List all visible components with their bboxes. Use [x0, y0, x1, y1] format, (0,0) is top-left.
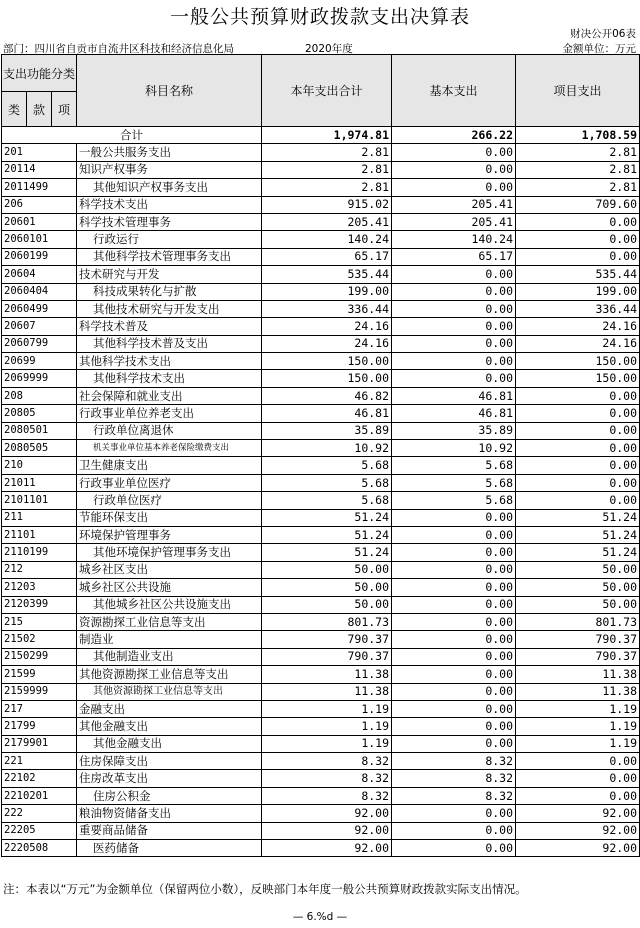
unit-label: 金额单位：万元	[562, 43, 636, 55]
row-project: 0.00	[516, 787, 640, 804]
row-name: 城乡社区公共设施	[77, 579, 262, 596]
header-name: 科目名称	[77, 55, 262, 127]
table-row	[2, 161, 640, 178]
row-total: 8.32	[262, 770, 392, 787]
row-project: 336.44	[516, 300, 640, 317]
table-row	[2, 144, 640, 161]
header-kuan: 款	[27, 92, 52, 127]
row-basic: 0.00	[392, 526, 516, 543]
table-row	[2, 666, 640, 683]
row-basic: 0.00	[392, 666, 516, 683]
year-label: 2020年度	[305, 43, 353, 55]
row-name: 其他技术研究与开发支出	[77, 300, 262, 317]
row-name: 其他金融支出	[77, 735, 262, 752]
row-basic: 0.00	[392, 805, 516, 822]
table-row	[2, 318, 640, 335]
row-total: 5.68	[262, 457, 392, 474]
row-basic: 5.68	[392, 474, 516, 491]
table-row	[2, 231, 640, 248]
row-name: 环境保护管理事务	[77, 526, 262, 543]
row-project: 199.00	[516, 283, 640, 300]
row-code: 2179901	[2, 735, 77, 752]
row-total: 915.02	[262, 196, 392, 213]
table-row	[2, 509, 640, 526]
row-total: 5.68	[262, 492, 392, 509]
row-name: 技术研究与开发	[77, 266, 262, 283]
row-project: 0.00	[516, 492, 640, 509]
row-project: 24.16	[516, 335, 640, 352]
row-code: 217	[2, 700, 77, 717]
row-project: 0.00	[516, 422, 640, 439]
row-code: 20601	[2, 213, 77, 230]
total-amount: 1,974.81	[262, 127, 392, 144]
row-basic: 0.00	[392, 718, 516, 735]
row-project: 790.37	[516, 631, 640, 648]
row-project: 50.00	[516, 596, 640, 613]
row-project: 51.24	[516, 526, 640, 543]
table-row	[2, 196, 640, 213]
row-name: 其他科学技术管理事务支出	[77, 248, 262, 265]
row-code: 2110199	[2, 544, 77, 561]
row-code: 21599	[2, 666, 77, 683]
row-basic: 46.81	[392, 405, 516, 422]
row-basic: 0.00	[392, 300, 516, 317]
row-project: 2.81	[516, 179, 640, 196]
row-basic: 0.00	[392, 144, 516, 161]
row-total: 51.24	[262, 544, 392, 561]
row-total: 535.44	[262, 266, 392, 283]
row-total: 92.00	[262, 822, 392, 839]
row-project: 1.19	[516, 718, 640, 735]
row-code: 212	[2, 561, 77, 578]
table-row	[2, 422, 640, 439]
row-project: 50.00	[516, 561, 640, 578]
row-total: 2.81	[262, 144, 392, 161]
row-basic: 0.00	[392, 353, 516, 370]
row-total: 336.44	[262, 300, 392, 317]
row-total: 24.16	[262, 335, 392, 352]
row-name: 金融支出	[77, 700, 262, 717]
table-row	[2, 718, 640, 735]
row-total: 46.81	[262, 405, 392, 422]
row-basic: 46.81	[392, 387, 516, 404]
row-basic: 0.00	[392, 735, 516, 752]
table-row	[2, 631, 640, 648]
row-basic: 0.00	[392, 179, 516, 196]
row-basic: 0.00	[392, 648, 516, 665]
header-lei: 类	[2, 92, 27, 127]
total-project: 1,708.59	[516, 127, 640, 144]
row-code: 211	[2, 509, 77, 526]
table-row	[2, 370, 640, 387]
row-total: 5.68	[262, 474, 392, 491]
row-project: 1.19	[516, 700, 640, 717]
row-project: 0.00	[516, 770, 640, 787]
row-code: 215	[2, 613, 77, 630]
row-total: 46.82	[262, 387, 392, 404]
row-total: 199.00	[262, 283, 392, 300]
row-code: 2220508	[2, 840, 77, 857]
row-project: 51.24	[516, 544, 640, 561]
row-name: 一般公共服务支出	[77, 144, 262, 161]
row-name: 其他科学技术普及支出	[77, 335, 262, 352]
table-row	[2, 840, 640, 857]
row-total: 2.81	[262, 161, 392, 178]
table-row	[2, 335, 640, 352]
row-name: 节能环保支出	[77, 509, 262, 526]
row-name: 科技成果转化与扩散	[77, 283, 262, 300]
row-basic: 0.00	[392, 266, 516, 283]
row-code: 206	[2, 196, 77, 213]
row-total: 801.73	[262, 613, 392, 630]
row-basic: 10.92	[392, 440, 516, 457]
row-total: 51.24	[262, 509, 392, 526]
form-number: 财决公开06表	[570, 28, 636, 40]
row-name: 知识产权事务	[77, 161, 262, 178]
row-total: 50.00	[262, 596, 392, 613]
row-basic: 0.00	[392, 613, 516, 630]
row-project: 0.00	[516, 248, 640, 265]
row-name: 行政单位医疗	[77, 492, 262, 509]
row-name: 行政运行	[77, 231, 262, 248]
row-code: 2120399	[2, 596, 77, 613]
row-name: 其他资源勘探工业信息等支出	[77, 683, 262, 700]
table-row	[2, 648, 640, 665]
row-basic: 8.32	[392, 753, 516, 770]
row-code: 2060199	[2, 248, 77, 265]
row-basic: 205.41	[392, 213, 516, 230]
row-code: 2060499	[2, 300, 77, 317]
row-total: 150.00	[262, 353, 392, 370]
row-basic: 0.00	[392, 822, 516, 839]
row-project: 0.00	[516, 753, 640, 770]
row-total: 35.89	[262, 422, 392, 439]
table-row	[2, 544, 640, 561]
table-row	[2, 753, 640, 770]
row-name: 科学技术管理事务	[77, 213, 262, 230]
row-basic: 0.00	[392, 335, 516, 352]
row-project: 150.00	[516, 370, 640, 387]
row-project: 92.00	[516, 822, 640, 839]
row-total: 150.00	[262, 370, 392, 387]
row-basic: 5.68	[392, 492, 516, 509]
header-basic: 基本支出	[392, 55, 516, 127]
row-code: 2101101	[2, 492, 77, 509]
row-name: 粮油物资储备支出	[77, 805, 262, 822]
row-name: 住房保障支出	[77, 753, 262, 770]
row-basic: 8.32	[392, 770, 516, 787]
row-basic: 0.00	[392, 370, 516, 387]
row-total: 1.19	[262, 718, 392, 735]
row-code: 221	[2, 753, 77, 770]
total-basic: 266.22	[392, 127, 516, 144]
total-label: 合计	[2, 127, 262, 144]
row-basic: 0.00	[392, 283, 516, 300]
row-code: 21203	[2, 579, 77, 596]
table-row	[2, 492, 640, 509]
row-name: 制造业	[77, 631, 262, 648]
row-basic: 0.00	[392, 631, 516, 648]
row-project: 1.19	[516, 735, 640, 752]
row-total: 790.37	[262, 631, 392, 648]
table-row	[2, 805, 640, 822]
table-row	[2, 770, 640, 787]
row-code: 2060404	[2, 283, 77, 300]
row-basic: 0.00	[392, 561, 516, 578]
row-basic: 65.17	[392, 248, 516, 265]
row-basic: 35.89	[392, 422, 516, 439]
row-total: 8.32	[262, 753, 392, 770]
row-name: 科学技术普及	[77, 318, 262, 335]
row-total: 50.00	[262, 579, 392, 596]
row-project: 51.24	[516, 509, 640, 526]
row-code: 2159999	[2, 683, 77, 700]
row-name: 住房公积金	[77, 787, 262, 804]
table-row	[2, 700, 640, 717]
row-code: 21101	[2, 526, 77, 543]
row-name: 医药储备	[77, 840, 262, 857]
row-code: 20114	[2, 161, 77, 178]
department-label: 部门：四川省自贡市自流井区科技和经济信息化局	[3, 43, 234, 55]
row-name: 行政事业单位医疗	[77, 474, 262, 491]
row-total: 65.17	[262, 248, 392, 265]
row-code: 222	[2, 805, 77, 822]
table-row	[2, 683, 640, 700]
row-code: 20805	[2, 405, 77, 422]
table-row	[2, 405, 640, 422]
header-func-class: 支出功能分类	[2, 55, 77, 92]
row-name: 卫生健康支出	[77, 457, 262, 474]
row-total: 50.00	[262, 561, 392, 578]
footnote: 注：本表以“万元”为金额单位（保留两位小数），反映部门本年度一般公共预算财政拨款实际支出情况。	[3, 882, 527, 896]
row-total: 790.37	[262, 648, 392, 665]
row-project: 535.44	[516, 266, 640, 283]
row-name: 社会保障和就业支出	[77, 387, 262, 404]
row-project: 0.00	[516, 405, 640, 422]
row-total: 11.38	[262, 666, 392, 683]
row-name: 机关事业单位基本养老保险缴费支出	[77, 440, 262, 457]
row-name: 其他知识产权事务支出	[77, 179, 262, 196]
row-project: 0.00	[516, 474, 640, 491]
header-project: 项目支出	[516, 55, 640, 127]
row-total: 8.32	[262, 787, 392, 804]
row-project: 50.00	[516, 579, 640, 596]
row-code: 2150299	[2, 648, 77, 665]
row-code: 208	[2, 387, 77, 404]
row-project: 0.00	[516, 440, 640, 457]
row-name: 其他制造业支出	[77, 648, 262, 665]
row-name: 其他环境保护管理事务支出	[77, 544, 262, 561]
row-code: 20607	[2, 318, 77, 335]
row-code: 2060101	[2, 231, 77, 248]
row-total: 51.24	[262, 526, 392, 543]
row-name: 其他资源勘探工业信息等支出	[77, 666, 262, 683]
row-name: 住房改革支出	[77, 770, 262, 787]
row-basic: 140.24	[392, 231, 516, 248]
row-project: 709.60	[516, 196, 640, 213]
row-total: 1.19	[262, 700, 392, 717]
row-total: 140.24	[262, 231, 392, 248]
row-basic: 0.00	[392, 683, 516, 700]
row-basic: 0.00	[392, 161, 516, 178]
row-project: 0.00	[516, 231, 640, 248]
table-row	[2, 440, 640, 457]
row-basic: 0.00	[392, 840, 516, 857]
table-row	[2, 579, 640, 596]
row-code: 201	[2, 144, 77, 161]
row-project: 2.81	[516, 144, 640, 161]
row-total: 24.16	[262, 318, 392, 335]
row-name: 重要商品储备	[77, 822, 262, 839]
row-project: 92.00	[516, 840, 640, 857]
table-row	[2, 526, 640, 543]
row-project: 2.81	[516, 161, 640, 178]
table-row	[2, 735, 640, 752]
row-basic: 205.41	[392, 196, 516, 213]
row-code: 21011	[2, 474, 77, 491]
row-project: 11.38	[516, 666, 640, 683]
header-total: 本年支出合计	[262, 55, 392, 127]
row-basic: 0.00	[392, 579, 516, 596]
row-code: 22102	[2, 770, 77, 787]
row-name: 资源勘探工业信息等支出	[77, 613, 262, 630]
table-row	[2, 179, 640, 196]
row-project: 150.00	[516, 353, 640, 370]
row-project: 801.73	[516, 613, 640, 630]
row-code: 20604	[2, 266, 77, 283]
row-code: 210	[2, 457, 77, 474]
row-code: 2210201	[2, 787, 77, 804]
row-code: 20699	[2, 353, 77, 370]
table-row	[2, 474, 640, 491]
row-total: 92.00	[262, 840, 392, 857]
row-total: 92.00	[262, 805, 392, 822]
header-xiang: 项	[52, 92, 77, 127]
row-basic: 0.00	[392, 318, 516, 335]
table-row	[2, 283, 640, 300]
table-row	[2, 561, 640, 578]
row-code: 2060799	[2, 335, 77, 352]
row-total: 205.41	[262, 213, 392, 230]
table-row	[2, 787, 640, 804]
row-code: 2069999	[2, 370, 77, 387]
table-row	[2, 613, 640, 630]
row-code: 21502	[2, 631, 77, 648]
page-title: 一般公共预算财政拨款支出决算表	[169, 6, 470, 28]
row-total: 11.38	[262, 683, 392, 700]
expenditure-table	[1, 54, 640, 857]
row-basic: 0.00	[392, 596, 516, 613]
row-name: 行政单位离退休	[77, 422, 262, 439]
row-project: 11.38	[516, 683, 640, 700]
page-number: — 6.%d —	[292, 911, 348, 923]
table-row	[2, 457, 640, 474]
row-project: 790.37	[516, 648, 640, 665]
row-name: 其他科学技术支出	[77, 370, 262, 387]
row-project: 0.00	[516, 387, 640, 404]
row-basic: 5.68	[392, 457, 516, 474]
table-row	[2, 248, 640, 265]
table-row	[2, 387, 640, 404]
table-row	[2, 300, 640, 317]
row-basic: 0.00	[392, 509, 516, 526]
table-row	[2, 596, 640, 613]
row-basic: 0.00	[392, 544, 516, 561]
row-project: 92.00	[516, 805, 640, 822]
total-row	[2, 127, 640, 144]
row-code: 21799	[2, 718, 77, 735]
row-name: 其他城乡社区公共设施支出	[77, 596, 262, 613]
row-code: 2011499	[2, 179, 77, 196]
row-total: 1.19	[262, 735, 392, 752]
row-code: 22205	[2, 822, 77, 839]
row-total: 2.81	[262, 179, 392, 196]
table-row	[2, 822, 640, 839]
row-project: 0.00	[516, 213, 640, 230]
row-name: 其他金融支出	[77, 718, 262, 735]
table-row	[2, 266, 640, 283]
table-row	[2, 213, 640, 230]
row-name: 科学技术支出	[77, 196, 262, 213]
row-project: 24.16	[516, 318, 640, 335]
row-name: 行政事业单位养老支出	[77, 405, 262, 422]
row-name: 城乡社区支出	[77, 561, 262, 578]
row-code: 2080501	[2, 422, 77, 439]
row-project: 0.00	[516, 457, 640, 474]
table-row	[2, 353, 640, 370]
row-code: 2080505	[2, 440, 77, 457]
row-name: 其他科学技术支出	[77, 353, 262, 370]
row-basic: 8.32	[392, 787, 516, 804]
row-basic: 0.00	[392, 700, 516, 717]
row-total: 10.92	[262, 440, 392, 457]
